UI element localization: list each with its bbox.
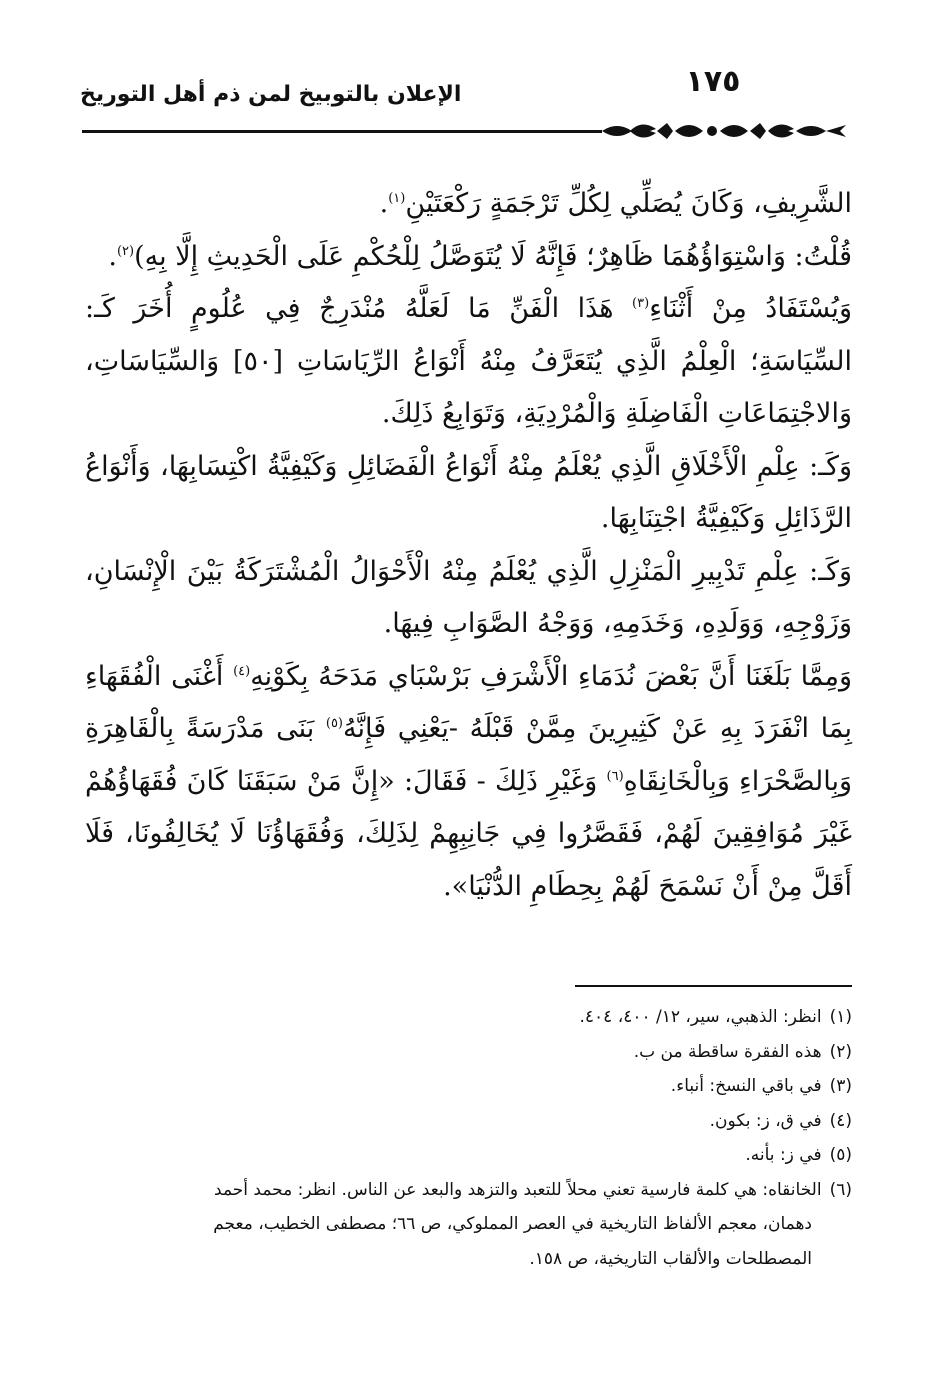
running-header-title: الإعلان بالتوبيخ لمن ذم أهل التوريخ [80, 82, 462, 107]
footnote: (٥)في ز: بأنه. [745, 1145, 852, 1165]
paragraph: وَكَـ: عِلْمِ الْأَخْلَاقِ الَّذِي يُعْلَمُ مِنْهُ أَنْوَاعُ الْفَضَائِلِ وَكَيْفِيَّةُ اكْتِسَابِهَا، وَأَنْوَاعُ الرَّذَائِلِ وَكَيْفِيَّةُ اجْتِنَابِهَا. [85, 450, 852, 534]
footnote-ref: (٣) [632, 296, 650, 311]
footnote-ref: (٥) [325, 716, 343, 731]
paragraph: وَمِمَّا بَلَغَنَا أَنَّ بَعْضَ نُدَمَاءِ الْأَشْرَفِ بَرْسْبَاي مَدَحَهُ بِكَوْنِهِ$^{(٤)}$ أَغْنَى الْفُقَهَاءِ بِمَا انْفَرَدَ بِهِ عَنْ كَثِيرِينَ مِمَّنْ قَبْلَهُ -يَعْنِي فَإِنَّهُ$^{(٥)}$ بَنَى مَدْرَسَةً بِالْقَاهِرَةِ وَبِالصَّحْرَاءِ وَبِالْخَانِقَاهِ$^{(٦)}$ وَغَيْرِ ذَلِكَ - فَقَالَ: «إِنَّ مَنْ سَبَقَنَا كَانَ فُقَهَاؤُهُمْ غَيْرَ مُوَافِقِينَ لَهُمْ، فَقَصَّرُوا فِي جَانِبِهِمْ لِذَلِكَ، وَفُقَهَاؤُنَا لَا يُخَالِفُونَا، فَلَا أَقَلَّ مِنْ أَنْ نَسْمَحَ لَهُمْ بِحِطَامِ الدُّنْيَا». [85, 660, 853, 902]
paragraph: الشَّرِيفِ، وَكَانَ يُصَلِّي لِكُلِّ تَرْجَمَةٍ رَكْعَتَيْنِ$^{(١)}$. [379, 188, 852, 219]
footnote-separator [575, 985, 852, 987]
footnote-continuation: المصطلحات والألقاب التاريخية، ص ١٥٨. [529, 1248, 812, 1269]
footnote: (٤)في ق، ز: بكون. [709, 1110, 852, 1131]
footnote-ref: (١) [388, 191, 406, 206]
ornamental-header-rule [82, 120, 852, 142]
footnote: (٢)هذه الفقرة ساقطة من ب. [633, 1041, 852, 1062]
footnote-ref: (٤) [233, 663, 251, 679]
footnote-continuation: دهمان، معجم الألفاظ التاريخية في العصر المملوكي، ص ٦٦؛ مصطفى الخطيب، معجم [213, 1214, 812, 1234]
paragraph: قُلْتُ: وَاسْتِوَاؤُهُمَا ظَاهِرٌ؛ فَإِنَّهُ لَا يُتَوَصَّلُ لِلْحُكْمِ عَلَى الْحَدِيثِ إِلَّا بِهِ)$^{(٢)}$. [108, 240, 852, 272]
footnote: (٣)في باقي النسخ: أنباء. [670, 1076, 852, 1096]
page-number: ١٧٥ [685, 64, 741, 99]
paragraph: وَيُسْتَفَادُ مِنْ أَثْنَاءِ$^{(٣)}$ هَذَا الْفَنِّ مَا لَعَلَّهُ مُنْدَرِجٌ فِي عُلُومٍ أُخَرَ كَـ: السِّيَاسَةِ؛ الْعِلْمُ الَّذِي يُتَعَرَّفُ مِنْهُ أَنْوَاعُ الرِّيَاسَاتِ [٥٠] وَالسِّيَاسَاتِ، وَالاجْتِمَاعَاتِ الْفَاضِلَةِ وَالْمُرْدِيَةِ، وَتَوَابِعُ ذَلِكَ. [85, 293, 853, 429]
footnotes [85, 1000, 852, 1276]
main-text [85, 178, 852, 913]
footnote: (١)انظر: الذهبي، سير، ١٢/ ٤٠٠، ٤٠٤. [579, 1007, 852, 1027]
footnote-ref: (٢) [116, 243, 135, 259]
paragraph: وَكَـ: عِلْمِ تَدْبِيرِ الْمَنْزِلِ الَّذِي يُعْلَمُ مِنْهُ الْأَحْوَالُ الْمُشْتَرَكَةُ بَيْنَ الْإِنْسَانِ، وَزَوْجِهِ، وَوَلَدِهِ، وَخَدَمِهِ، وَوَجْهُ الصَّوَابِ فِيهَا. [85, 555, 852, 639]
footnote-ref: (٦) [606, 768, 624, 784]
footnote: (٦)الخانقاه: هي كلمة فارسية تعني محلاً للتعبد والتزهد والبعد عن الناس. انظر: محمد أحمد [214, 1179, 852, 1200]
